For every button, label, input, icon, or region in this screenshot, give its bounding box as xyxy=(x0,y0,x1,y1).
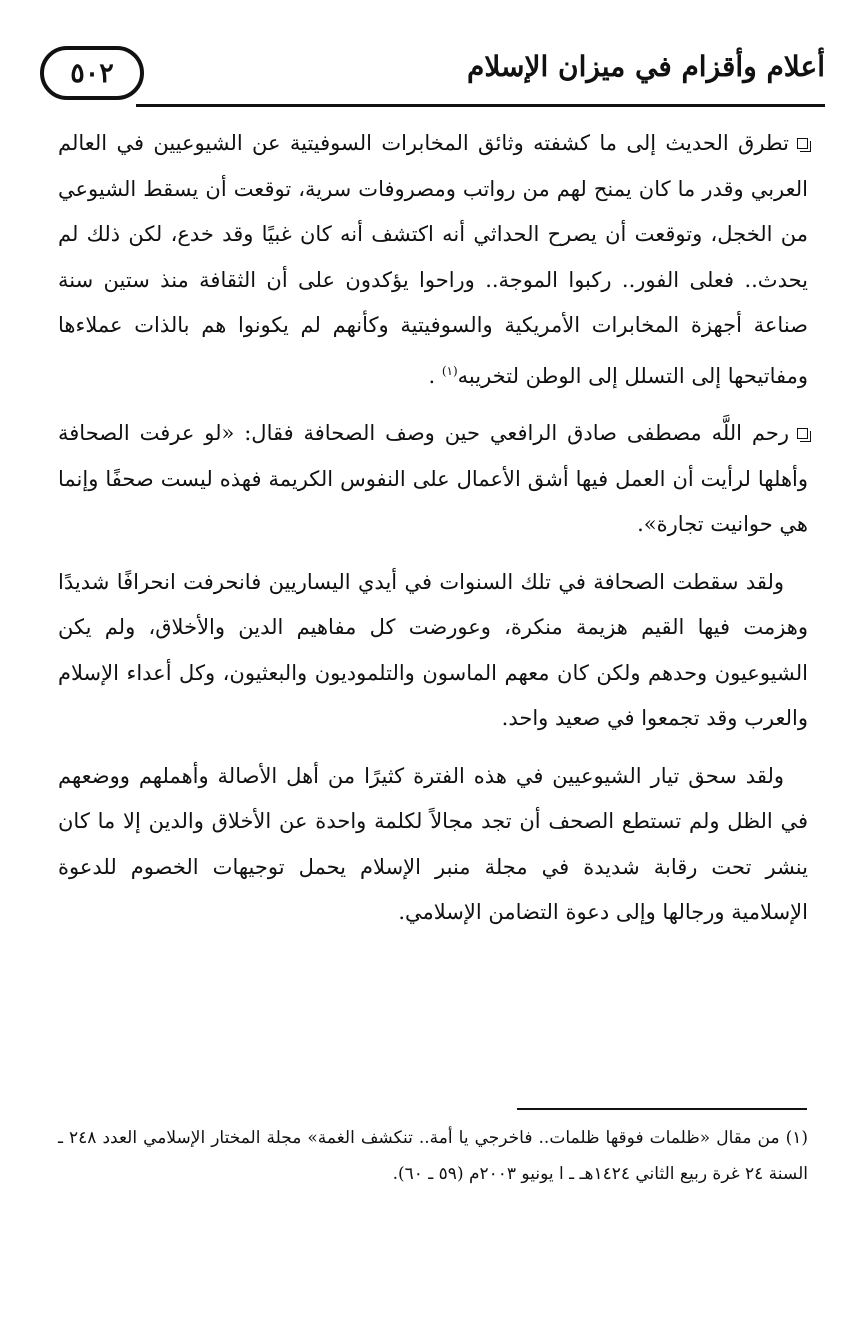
paragraph-2 xyxy=(58,411,808,548)
header-rule xyxy=(136,104,825,107)
checkbox-bullet-icon xyxy=(797,428,808,439)
paragraph-gap xyxy=(58,742,808,754)
page-number: ٥٠٢ xyxy=(40,46,144,100)
paragraph-gap xyxy=(58,548,808,560)
running-title: أعلام وأقزام في ميزان الإسلام xyxy=(467,50,825,83)
footnote-reference: (١) xyxy=(441,363,458,378)
paragraph-1-text: تطرق الحديث إلى ما كشفته وثائق المخابرات السوفيتية عن الشيوعيين في العالم العربي وقدر ما كان يمنح لهم من رواتب ومصروفات سرية، توقعت أن يسقط الشيوعي من الخجل، وتوقعت أن يصرح الحداثي أنه اكتشف أنه كان غبيًا وقد خدع، لكن ذلك لم يحدث.. فعلى الفور.. ركبوا الموجة.. وراحوا يؤكدون على أن الثقافة منذ ستين سنة صناعة أجهزة المخابرات الأمريكية والسوفيتية وكأنهم لم يكونوا هم بالذات عملاءها ومفاتيحها إلى التسلل إلى الوطن لتخريبه xyxy=(58,131,808,388)
footnote: (١) من مقال «ظلمات فوقها ظلمات.. فاخرجي يا أمة.. تنكشف الغمة» مجلة المختار الإسلامي العدد ٢٤٨ ـ السنة ٢٤ غرة ربيع الثاني ١٤٢٤هـ ـ ا يونيو ٢٠٠٣م (٥٩ ـ ٦٠). xyxy=(58,1128,809,1184)
paragraph-4: ولقد سحق تيار الشيوعيين في هذه الفترة كثيرًا من أهل الأصالة وأهملهم ووضعهم في الظل ولم تستطع الصحف أن تجد مجالاً لكلمة واحدة عن الأخلاق والدين إلا ما كان ينشر تحت رقابة شديدة في مجلة منبر الإسلام يحمل توجيهات الخصوم للدعوة الإسلامية ورجالها وإلى دعوة التضامن الإسلامي. xyxy=(58,763,808,924)
paragraph-1-end: . xyxy=(428,363,442,388)
checkbox-bullet-icon xyxy=(797,138,808,149)
body-text xyxy=(58,121,808,936)
page-header xyxy=(40,44,825,114)
paragraph-1 xyxy=(58,121,808,399)
paragraph-2-text: رحم اللَّه مصطفى صادق الرافعي حين وصف الصحافة فقال: «لو عرفت الصحافة وأهلها لرأيت أن العمل فيها أشق الأعمال على النفوس الكريمة فهذه ليست صحفًا وإنما هي حوانيت تجارة». xyxy=(58,421,808,536)
paragraph-3: ولقد سقطت الصحافة في تلك السنوات في أيدي اليساريين فانحرفت انحرافًا شديدًا وهزمت فيها القيم هزيمة منكرة، وعورضت كل مفاهيم الدين والأخلاق، ولم يكن الشيوعيون وحدهم ولكن كان معهم الماسون والتلموديون والبعثيون، وكل أعداء الإسلام والعرب وقد تجمعوا في صعيد واحد. xyxy=(58,569,808,730)
paragraph-gap xyxy=(58,399,808,411)
footnote-rule xyxy=(517,1108,807,1110)
